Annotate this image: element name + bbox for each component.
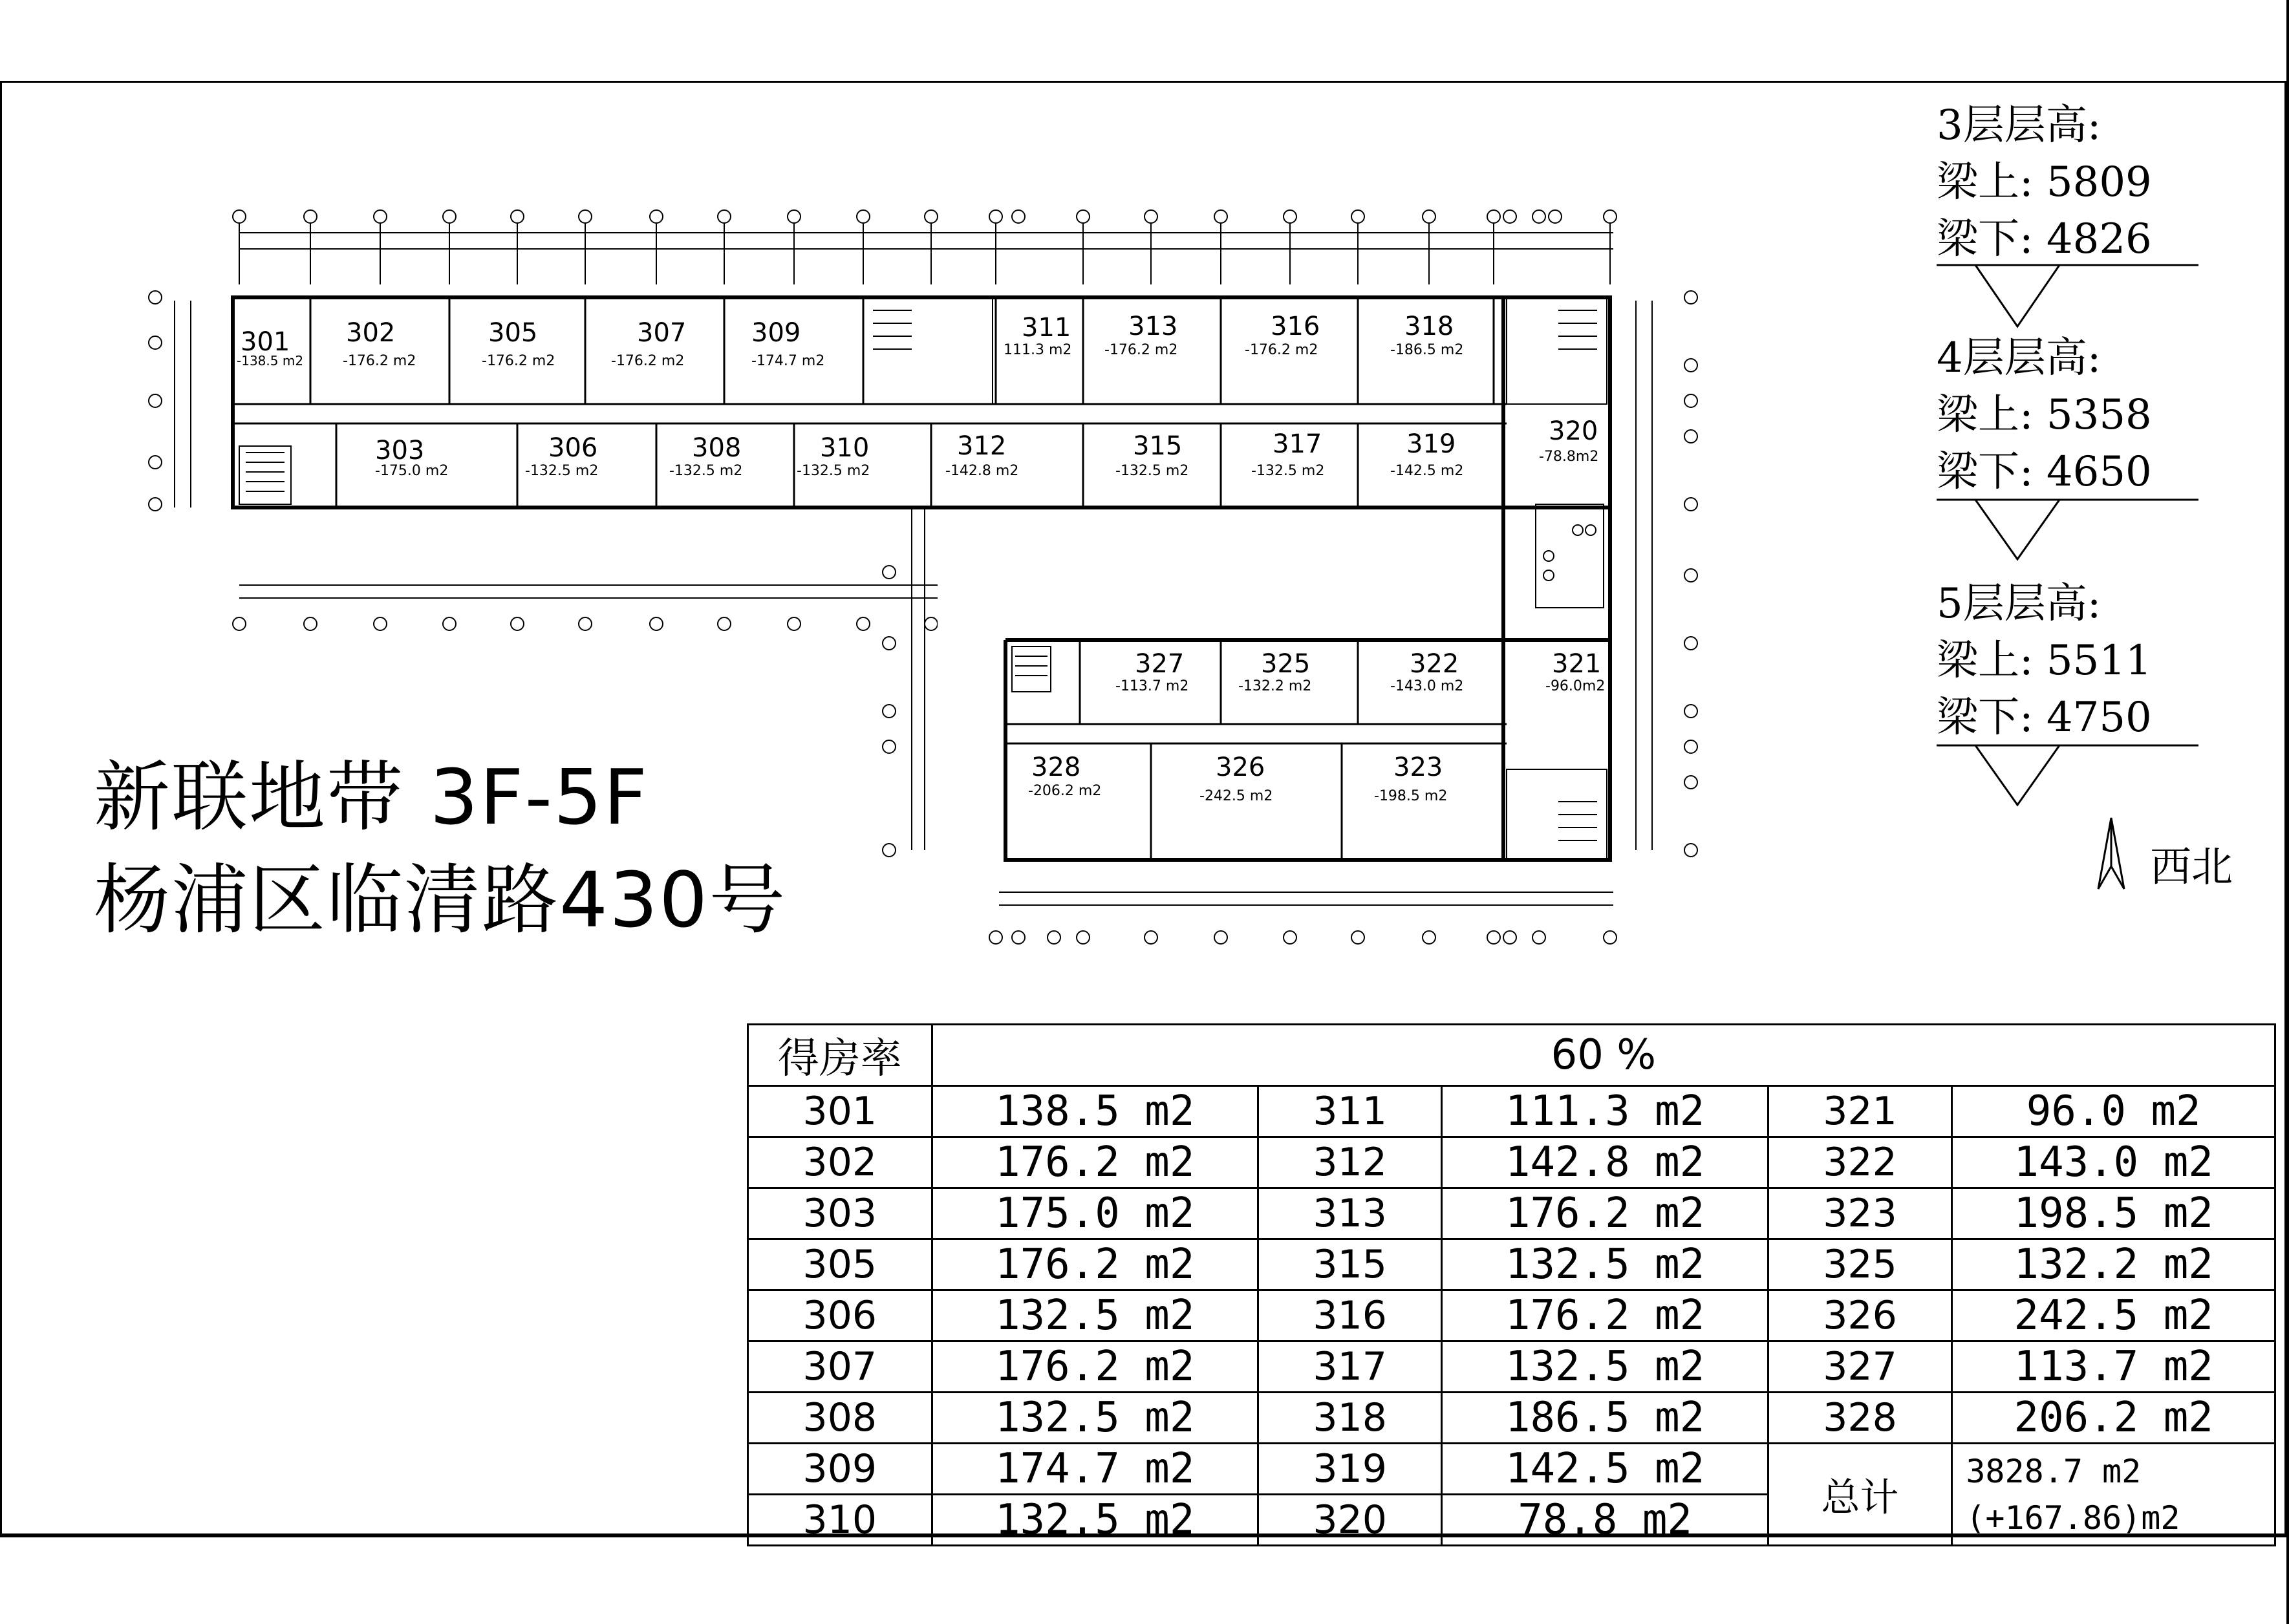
table-row [748,1086,2275,1137]
room-no: 318 [1258,1393,1442,1444]
room-number: 323 [1393,753,1443,782]
room-area: -138.5 m2 [237,353,304,369]
room-area: -132.5 m2 [1115,463,1189,479]
room-area: 132.5 m2 [1442,1239,1768,1290]
floor-height-label: 4层层高: [1937,334,2101,382]
room-no: 319 [1258,1444,1442,1495]
room-no: 312 [1258,1137,1442,1188]
room-no: 323 [1768,1188,1952,1239]
room-area: 111.3 m2 [1442,1086,1768,1137]
room-no: 309 [748,1444,932,1495]
room-area: 132.5 m2 [1442,1341,1768,1393]
room-area: -176.2 m2 [1245,342,1318,358]
room-area: -132.5 m2 [525,463,599,479]
table-row [748,1393,2275,1444]
title-line-1: 新联地带 3F-5F [94,753,649,842]
efficiency-label: 得房率 [748,1025,932,1086]
room-area: -176.2 m2 [343,353,416,369]
room-no: 306 [748,1290,932,1341]
room-no: 327 [1768,1341,1952,1393]
room-area: 142.8 m2 [1442,1137,1768,1188]
north-arrow-icon [2098,818,2124,889]
room-number: 317 [1273,429,1322,459]
room-number: 303 [375,436,425,465]
room-number: 308 [692,433,742,463]
table-row [748,1137,2275,1188]
table-row [748,1341,2275,1393]
room-no: 308 [748,1393,932,1444]
room-area: -132.5 m2 [1251,463,1325,479]
beam-above: 梁上: 5511 [1937,637,2152,685]
room-area: 175.0 m2 [932,1188,1258,1239]
beam-below: 梁下: 4750 [1937,694,2152,742]
room-number: 309 [751,318,801,348]
table-row [748,1290,2275,1341]
room-no: 301 [748,1086,932,1137]
room-number: 311 [1022,313,1071,343]
title-line-2: 杨浦区临清路430号 [94,855,787,945]
room-number: 307 [637,318,687,348]
room-number: 320 [1549,416,1598,446]
room-area: -242.5 m2 [1199,788,1273,804]
room-area: 206.2 m2 [1952,1393,2275,1444]
room-area: 186.5 m2 [1442,1393,1768,1444]
room-no: 302 [748,1137,932,1188]
room-number: 326 [1216,753,1265,782]
floor-height-label: 5层层高: [1937,580,2101,628]
room-area: -198.5 m2 [1374,788,1448,804]
total-value-cell [1952,1444,2275,1546]
room-number: 325 [1261,649,1311,679]
room-area: -206.2 m2 [1028,783,1102,799]
area-table [747,1023,2276,1546]
room-no: 320 [1258,1495,1442,1546]
room-no: 310 [748,1495,932,1546]
table-header-row [748,1025,2275,1086]
room-number: 306 [548,433,598,463]
room-number: 319 [1406,429,1456,459]
total-extra: (+167.86)m2 [1966,1499,2180,1537]
room-area: 132.5 m2 [932,1290,1258,1341]
table-row [748,1188,2275,1239]
room-area: 176.2 m2 [1442,1188,1768,1239]
room-no: 303 [748,1188,932,1239]
room-area: 176.2 m2 [932,1239,1258,1290]
room-no: 325 [1768,1239,1952,1290]
room-area: 96.0 m2 [1952,1086,2275,1137]
room-area: -113.7 m2 [1115,678,1189,694]
room-no: 316 [1258,1290,1442,1341]
room-number: 305 [488,318,538,348]
room-area: 138.5 m2 [932,1086,1258,1137]
room-no: 307 [748,1341,932,1393]
room-area: -176.2 m2 [611,353,685,369]
room-no: 326 [1768,1290,1952,1341]
room-number: 318 [1404,312,1454,341]
room-area: 198.5 m2 [1952,1188,2275,1239]
room-area: 176.2 m2 [932,1137,1258,1188]
room-number: 301 [241,327,290,357]
room-area: 113.7 m2 [1952,1341,2275,1393]
room-area: -132.5 m2 [797,463,870,479]
total-label: 总计 [1768,1444,1952,1546]
room-no: 305 [748,1239,932,1290]
room-area: 176.2 m2 [932,1341,1258,1393]
beam-above: 梁上: 5809 [1937,158,2152,206]
room-area: 142.5 m2 [1442,1444,1768,1495]
room-area: -78.8m2 [1539,449,1599,465]
room-number: 328 [1031,753,1081,782]
room-number: 313 [1128,312,1178,341]
beam-above: 梁上: 5358 [1937,391,2152,439]
room-area: -142.8 m2 [945,463,1019,479]
room-no: 328 [1768,1393,1952,1444]
room-no: 321 [1768,1086,1952,1137]
room-area: -176.2 m2 [482,353,555,369]
room-area: 111.3 m2 [1004,342,1072,358]
room-area: 242.5 m2 [1952,1290,2275,1341]
room-area: -175.0 m2 [375,463,449,479]
room-no: 315 [1258,1239,1442,1290]
room-number: 316 [1271,312,1320,341]
beam-below: 梁下: 4826 [1937,215,2152,263]
room-number: 312 [957,431,1007,461]
room-area: 132.5 m2 [932,1393,1258,1444]
room-area: 143.0 m2 [1952,1137,2275,1188]
total-value: 3828.7 m2 [1966,1452,2142,1490]
room-area: 132.2 m2 [1952,1239,2275,1290]
table-row [748,1239,2275,1290]
room-number: 327 [1135,649,1185,679]
room-area: -143.0 m2 [1390,678,1464,694]
floor-4-heights [1937,330,2152,500]
room-area: -96.0m2 [1545,678,1606,694]
room-area: -186.5 m2 [1390,342,1464,358]
room-number: 302 [346,318,396,348]
room-no: 322 [1768,1137,1952,1188]
beam-below: 梁下: 4650 [1937,448,2152,496]
room-number: 310 [820,433,870,463]
room-area: 174.7 m2 [932,1444,1258,1495]
room-no: 317 [1258,1341,1442,1393]
room-area: -132.2 m2 [1238,678,1312,694]
floor-height-label: 3层层高: [1937,102,2101,149]
efficiency-value: 60 % [932,1025,2275,1086]
room-number: 321 [1552,649,1602,679]
room-area: 78.8 m2 [1442,1495,1768,1546]
room-number: 315 [1133,431,1183,461]
room-no: 311 [1258,1086,1442,1137]
floor-3-heights [1937,97,2152,268]
room-area: -132.5 m2 [669,463,743,479]
room-area: -176.2 m2 [1104,342,1178,358]
room-no: 313 [1258,1188,1442,1239]
north-label: 西北 [2150,844,2233,892]
room-number: 322 [1410,649,1459,679]
room-area: -142.5 m2 [1390,463,1464,479]
room-area: -174.7 m2 [751,353,825,369]
room-area: 132.5 m2 [932,1495,1258,1546]
floor-5-heights [1937,575,2152,746]
table-row [748,1444,2275,1495]
room-area: 176.2 m2 [1442,1290,1768,1341]
